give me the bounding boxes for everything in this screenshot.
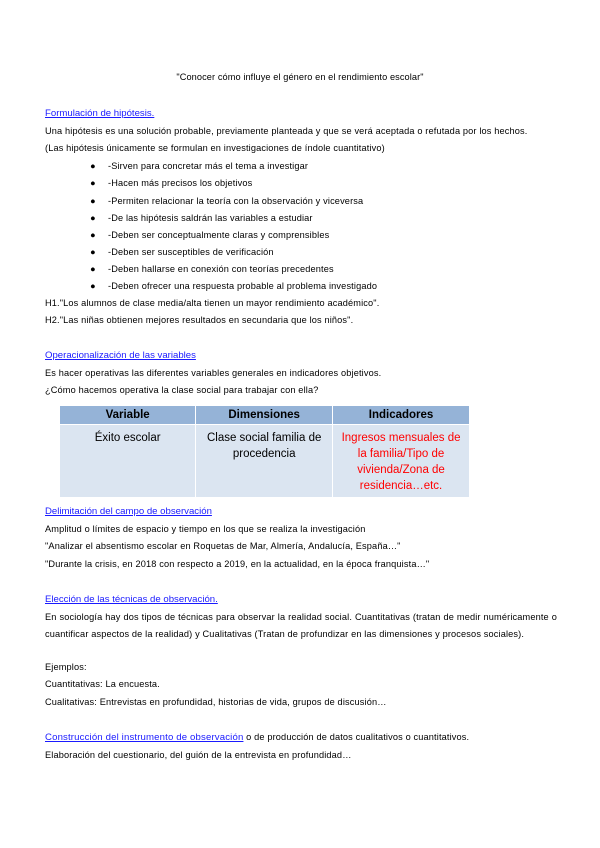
header-indicadores: Indicadores — [333, 406, 470, 425]
list-item: ● -Hacen más precisos los objetivos — [90, 178, 253, 188]
cell-dimensiones: Clase social familia de procedencia — [196, 425, 333, 498]
example-qualitative: Cualitativas: Entrevistas en profundidad, historias de vida, grupos de discusión… — [45, 697, 387, 707]
table-header-row — [60, 406, 470, 425]
delimitacion-example-time: "Durante la crisis, en 2018 con respecto a 2019, en la actualidad, en la época franquista…" — [45, 559, 430, 569]
bullet-icon: ● — [90, 230, 96, 240]
operacionalizacion-definition: Es hacer operativas las diferentes variables generales en indicadores objetivos. — [45, 368, 382, 378]
header-variable: Variable — [60, 406, 196, 425]
hipotesis-note: (Las hipótesis únicamente se formulan en investigaciones de índole cuantitativo) — [45, 143, 385, 153]
examples-label: Ejemplos: — [45, 662, 87, 672]
list-item: ● -Permiten relacionar la teoría con la observación y viceversa — [90, 196, 364, 206]
cell-variable: Éxito escolar — [60, 425, 196, 498]
list-item: ● -Sirven para concretar más el tema a investigar — [90, 161, 309, 171]
heading-operacionalizacion[interactable]: Operacionalización de las variables — [45, 350, 196, 361]
delimitacion-example-space: "Analizar el absentismo escolar en Roquetas de Mar, Almería, Andalucía, España…" — [45, 541, 401, 551]
bullet-icon: ● — [90, 247, 96, 257]
header-dimensiones: Dimensiones — [196, 406, 333, 425]
bullet-icon: ● — [90, 161, 96, 171]
document-title: "Conocer cómo influye el género en el rendimiento escolar" — [176, 72, 424, 82]
list-item: ● -De las hipótesis saldrán las variables a estudiar — [90, 213, 313, 223]
heading-delimitacion[interactable]: Delimitación del campo de observación — [45, 506, 212, 517]
list-item: ● -Deben hallarse en conexión con teorías precedentes — [90, 264, 334, 274]
hipotesis-definition: Una hipótesis es una solución probable, previamente planteada y que se verá aceptada o refutada por los hechos. — [45, 126, 528, 136]
hypothesis-h1: H1."Los alumnos de clase media/alta tienen un mayor rendimiento académico". — [45, 298, 380, 308]
heading-hipotesis[interactable]: Formulación de hipótesis. — [45, 108, 155, 119]
instrumento-heading-tail: o de producción de datos cualitativos o cuantitativos. — [243, 732, 470, 742]
table-row — [60, 425, 470, 498]
cell-indicadores: Ingresos mensuales de la familia/Tipo de vivienda/Zona de residencia…etc. — [333, 425, 470, 498]
hypothesis-h2: H2."Las niñas obtienen mejores resultados en secundaria que los niños". — [45, 315, 354, 325]
bullet-icon: ● — [90, 281, 96, 291]
bullet-icon: ● — [90, 213, 96, 223]
operacionalizacion-question: ¿Cómo hacemos operativa la clase social para trabajar con ella? — [45, 385, 319, 395]
bullet-icon: ● — [90, 178, 96, 188]
bullet-icon: ● — [90, 264, 96, 274]
heading-instrumento[interactable]: Construcción del instrumento de observación — [45, 732, 244, 743]
delimitacion-definition: Amplitud o límites de espacio y tiempo en los que se realiza la investigación — [45, 524, 366, 534]
list-item: ● -Deben ofrecer una respuesta probable al problema investigado — [90, 281, 378, 291]
list-item: ● -Deben ser susceptibles de verificación — [90, 247, 274, 257]
indicators-table — [59, 405, 470, 498]
heading-tecnicas[interactable]: Elección de las técnicas de observación. — [45, 594, 218, 605]
list-item: ● -Deben ser conceptualmente claras y comprensibles — [90, 230, 330, 240]
tecnicas-paragraph: En sociología hay dos tipos de técnicas para observar la realidad social. Cuantitativas (tratan de medir numéricamente o cuantificar aspectos de la realidad) y Cualitativas (Tratan de profundizar en las dimensiones y procesos sociales). — [45, 612, 557, 639]
bullet-icon: ● — [90, 196, 96, 206]
instrumento-description: Elaboración del cuestionario, del guión de la entrevista en profundidad… — [45, 750, 352, 760]
example-quantitative: Cuantitativas: La encuesta. — [45, 679, 160, 689]
instrumento-line — [45, 732, 469, 743]
